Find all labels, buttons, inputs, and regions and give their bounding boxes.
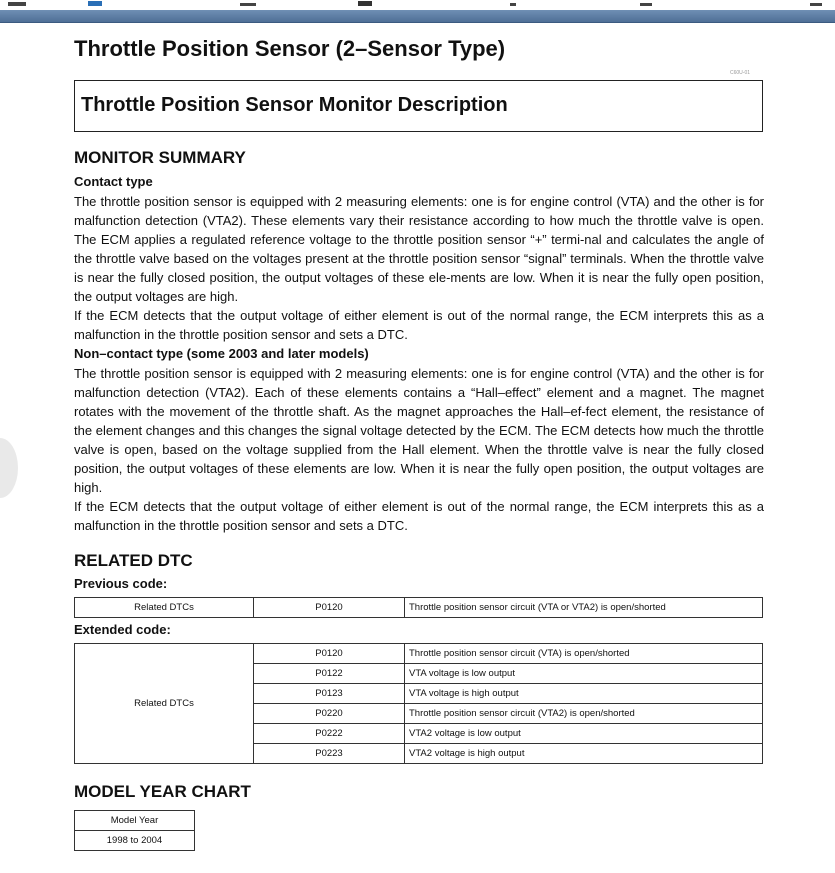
related-dtc-heading: RELATED DTC [74,551,193,570]
noncontact-paragraph-2: If the ECM detects that the output voltage of either element is out of the normal range, the ECM interprets this as a malfunction in the throttle position sensor and sets a DTC. [74,499,764,533]
section-title: Throttle Position Sensor Monitor Description [81,94,508,116]
table-cell: P0122 [254,664,405,684]
table-cell: VTA2 voltage is high output [405,744,763,764]
table-cell: VTA voltage is low output [405,664,763,684]
table-cell: Model Year [75,811,195,831]
contact-type-heading: Contact type [74,174,153,189]
table-row [75,811,195,831]
table-cell: Related DTCs [75,598,254,618]
table-cell: P0222 [254,724,405,744]
table-cell: P0220 [254,704,405,724]
monitor-summary-heading: MONITOR SUMMARY [74,148,246,167]
toolbar-divider-band [0,10,835,23]
table-cell: P0223 [254,744,405,764]
extended-code-table [74,643,763,764]
table-cell: P0120 [254,644,405,664]
contact-paragraph-2: If the ECM detects that the output voltage of either element is out of the normal range, the ECM interprets this as a malfunction in the throttle position sensor and sets a DTC. [74,308,764,342]
table-row [75,831,195,851]
scroll-handle[interactable] [0,438,18,498]
table-cell: Throttle position sensor circuit (VTA or VTA2) is open/shorted [405,598,763,618]
table-cell: VTA2 voltage is low output [405,724,763,744]
table-row [75,598,763,618]
table-row [75,644,763,664]
model-year-chart-heading: MODEL YEAR CHART [74,782,251,801]
table-cell: Related DTCs [75,644,254,764]
previous-code-label: Previous code: [74,576,168,591]
model-year-table [74,810,195,851]
section-title-box [74,80,763,132]
previous-code-table [74,597,763,618]
table-cell: VTA voltage is high output [405,684,763,704]
table-cell: Throttle position sensor circuit (VTA) is open/shorted [405,644,763,664]
extended-code-label: Extended code: [74,622,171,637]
noncontact-paragraph-1: The throttle position sensor is equipped with 2 measuring elements: one is for engine control (VTA) and the other is for malfunction detection (VTA2). Each of these elements contains a “Hall–effect” element and a magnet. The magnet rotates with the movement of the throttle shaft. As the magnet approaches the Hall–ef-fect element, the resistance of the element changes and this changes the signal voltage detected by the ECM. The ECM detects how much the throttle valve is open, based on the voltage supplied from the Hall element. When the throttle valve is near the fully closed position, the output voltages of these elements are low. When it is near the fully open position, the output voltages are high. [74,366,764,495]
table-cell: 1998 to 2004 [75,831,195,851]
table-cell: Throttle position sensor circuit (VTA2) is open/shorted [405,704,763,724]
contact-paragraph-1: The throttle position sensor is equipped with 2 measuring elements: one is for engine control (VTA) and the other is for malfunction detection (VTA2). These elements vary their resistance according to how much the throttle valve is open. The ECM applies a regulated reference voltage to the throttle position sensor “+” termi-nal and calculates the angle of the throttle valve based on the voltages present at the throttle position sensor “signal” terminals. When the throttle valve is near the fully closed position, the output voltages of these ele-ments are low. When it is near the fully open position, the output voltages are high. [74,194,764,304]
table-cell: P0120 [254,598,405,618]
toolbar-icons-strip [0,0,835,8]
table-cell: P0123 [254,684,405,704]
figure-code: C60U-01 [730,70,751,76]
noncontact-type-heading: Non–contact type (some 2003 and later models) [74,346,369,361]
viewer-toolbar [0,0,835,22]
page-title: Throttle Position Sensor (2–Sensor Type) [74,36,506,61]
